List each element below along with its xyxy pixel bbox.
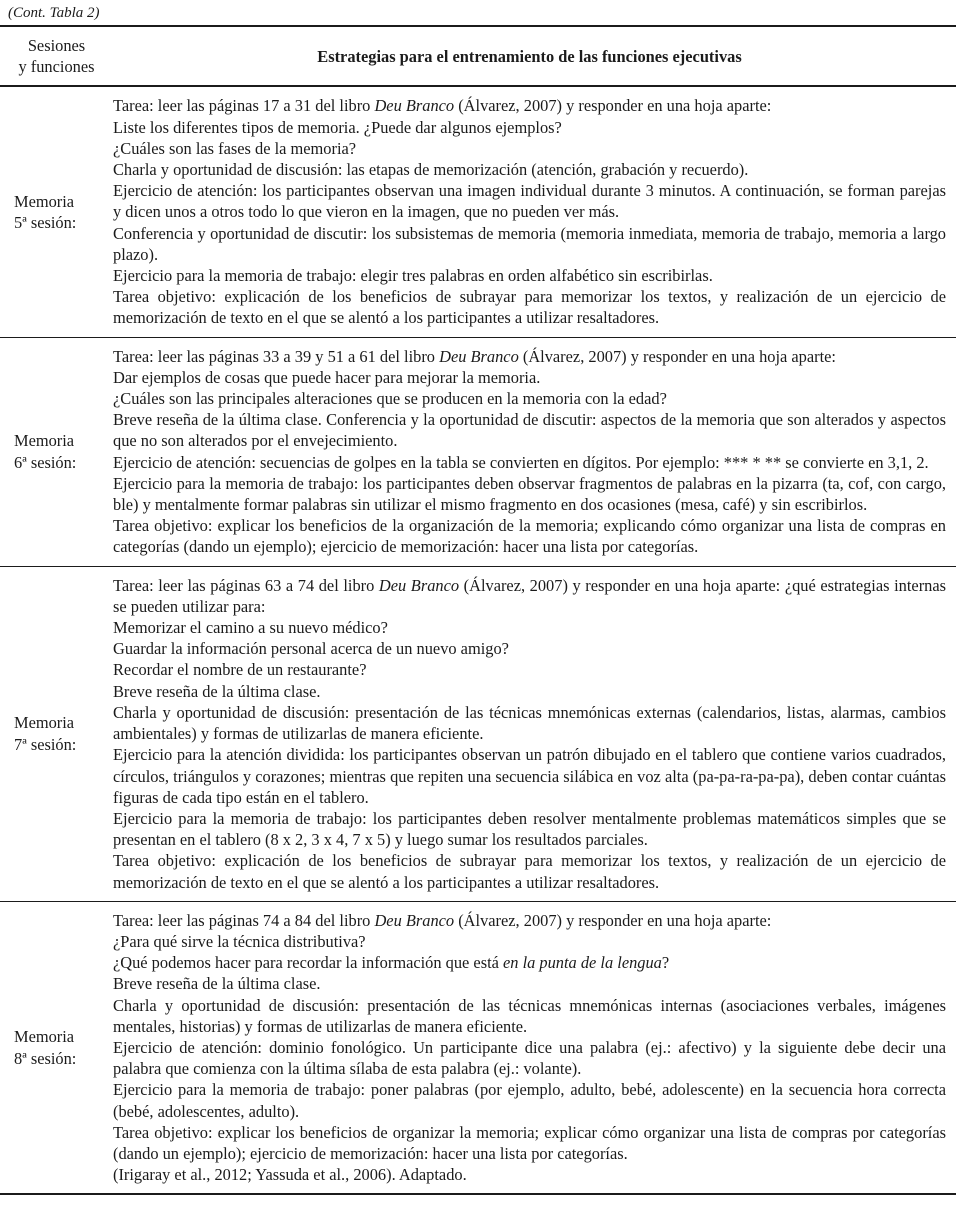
strategy-paragraph: Breve reseña de la última clase. <box>113 681 321 701</box>
strategy-paragraph: Tarea: leer las páginas 63 a 74 del libro Deu Branco (Álvarez, 2007) y responder en una hoja aparte: ¿qué estrategias internas se pueden utilizar para: <box>113 575 946 616</box>
strategy-paragraph: Tarea objetivo: explicación de los beneficios de subrayar para memorizar los textos, y realización de un ejercicio de memorización de texto en el que se alentó a los participantes a utilizar resaltadores. <box>113 287 946 328</box>
strategy-paragraph: Guardar la información personal acerca de un nuevo amigo? <box>113 639 509 659</box>
strategies-cell <box>113 575 956 893</box>
strategies-cell <box>113 346 956 558</box>
strategies-cell <box>113 910 956 1186</box>
strategy-paragraph: ¿Cuáles son las fases de la memoria? <box>113 138 357 158</box>
table-row <box>0 567 956 902</box>
column-header-sessions-line2: y funciones <box>18 57 95 77</box>
strategy-paragraph: Tarea objetivo: explicar los beneficios de organizar la memoria; explicar cómo organizar una lista de compras por categorías (dando un ejemplo); ejercicio de memorización: hacer una lista por categorías. <box>113 1122 946 1163</box>
session-label <box>0 191 113 233</box>
session-label-line: 8ª sesión: <box>14 1048 77 1068</box>
table-row <box>0 902 956 1196</box>
table-body <box>0 87 956 1195</box>
table-header-row <box>0 27 956 87</box>
strategy-paragraph: Charla y oportunidad de discusión: presentación de las técnicas mnemónicas externas (calendarios, listas, alarmas, cambios ambientales) y formas de utilizarlas de manera eficiente. <box>113 702 946 744</box>
strategy-paragraph: Recordar el nombre de un restaurante? <box>113 660 367 680</box>
session-label-line: 5ª sesión: <box>14 213 77 233</box>
strategy-paragraph: Dar ejemplos de cosas que puede hacer para mejorar la memoria. <box>113 367 541 387</box>
strategy-paragraph: (Irigaray et al., 2012; Yassuda et al., 2006). Adaptado. <box>113 1165 467 1185</box>
column-header-strategies: Estrategias para el entrenamiento de las funciones ejecutivas <box>317 46 742 66</box>
table-row <box>0 338 956 567</box>
strategy-paragraph: ¿Cuáles son las principales alteraciones que se producen en la memoria con la edad? <box>113 389 667 409</box>
table-continuation-note: (Cont. Tabla 2) <box>8 5 100 21</box>
strategy-paragraph: Conferencia y oportunidad de discutir: los subsistemas de memoria (memoria inmediata, memoria de trabajo, memoria a largo plazo). <box>113 223 946 264</box>
strategy-paragraph: Ejercicio de atención: los participantes observan una imagen individual durante 3 minutos. A continuación, se forman parejas y dicen unos a otros todo lo que vieron en la imagen, que no pueden ver más. <box>113 181 946 222</box>
session-label-line: Memoria <box>14 713 75 733</box>
strategies-cell <box>113 95 956 328</box>
strategy-paragraph: Ejercicio de atención: secuencias de golpes en la tabla se convierten en dígitos. Por ejemplo: *** * ** se convierte en 3,1, 2. <box>113 452 929 472</box>
table-row <box>0 87 956 337</box>
strategy-paragraph: Tarea objetivo: explicar los beneficios de la organización de la memoria; explicando cómo organizar una lista de compras en categorías (dando un ejemplo); ejercicio de memorización: hacer una lista por categorías. <box>113 516 946 557</box>
session-label <box>0 1026 113 1068</box>
session-label-line: Memoria <box>14 191 75 211</box>
strategy-paragraph: Liste los diferentes tipos de memoria. ¿Puede dar algunos ejemplos? <box>113 117 562 137</box>
strategy-paragraph: Tarea: leer las páginas 17 a 31 del libro Deu Branco (Álvarez, 2007) y responder en una hoja aparte: <box>113 96 772 116</box>
session-label-line: 7ª sesión: <box>14 734 77 754</box>
strategy-paragraph: Ejercicio para la atención dividida: los participantes observan un patrón dibujado en el tablero que contiene varios cuadrados, círculos, triángulos y corazones; mientras que repiten una secuencia silábica en voz alta (pa-pa-ra-pa-pa), deben contar cuántas figuras de cada tipo están en el tablero. <box>113 745 946 807</box>
session-label-line: Memoria <box>14 431 75 451</box>
strategy-paragraph: Breve reseña de la última clase. <box>113 974 321 994</box>
strategy-paragraph: Ejercicio para la memoria de trabajo: poner palabras (por ejemplo, adulto, bebé, adolescente) en la secuencia hora correcta (bebé, adolescentes, adulto). <box>113 1080 946 1121</box>
strategy-paragraph: ¿Qué podemos hacer para recordar la información que está en la punta de la lengua? <box>113 953 670 973</box>
strategy-paragraph: Charla y oportunidad de discusión: las etapas de memorización (atención, grabación y recuerdo). <box>113 160 749 180</box>
strategy-paragraph: Ejercicio para la memoria de trabajo: los participantes deben observar fragmentos de palabras en la pizarra (ta, cof, con cargo, ble) y mentalmente formar palabras sin utilizar el mismo fragmento en dos ocasiones (mesa, café) y sin escribirlos. <box>113 473 946 515</box>
strategy-paragraph: Charla y oportunidad de discusión: presentación de las técnicas mnemónicas internas (asociaciones verbales, imágenes mentales, historias) y formas de utilizarlas de manera eficiente. <box>113 995 946 1036</box>
column-header-sessions <box>0 35 113 77</box>
session-label-line: Memoria <box>14 1027 75 1047</box>
training-strategies-table <box>0 25 956 1195</box>
strategy-paragraph: Tarea objetivo: explicación de los beneficios de subrayar para memorizar los textos, y realización de un ejercicio de memorización de texto en el que se alentó a los participantes a utilizar resaltadores. <box>113 851 946 892</box>
strategy-paragraph: Ejercicio para la memoria de trabajo: los participantes deben resolver mentalmente problemas matemáticos simples que se presentan en el tablero (8 x 2, 3 x 4, 7 x 5) y luego sumar los resultados parciales. <box>113 808 946 850</box>
strategy-paragraph: Tarea: leer las páginas 74 a 84 del libro Deu Branco (Álvarez, 2007) y responder en una hoja aparte: <box>113 910 772 930</box>
strategy-paragraph: Ejercicio para la memoria de trabajo: elegir tres palabras en orden alfabético sin escribirlas. <box>113 266 713 286</box>
session-label-line: 6ª sesión: <box>14 452 77 472</box>
column-header-sessions-line1: Sesiones <box>27 36 86 55</box>
strategy-paragraph: ¿Para qué sirve la técnica distributiva? <box>113 931 366 951</box>
session-label <box>0 712 113 754</box>
strategy-paragraph: Tarea: leer las páginas 33 a 39 y 51 a 61 del libro Deu Branco (Álvarez, 2007) y responder en una hoja aparte: <box>113 346 836 366</box>
strategy-paragraph: Memorizar el camino a su nuevo médico? <box>113 618 388 638</box>
strategy-paragraph: Ejercicio de atención: dominio fonológico. Un participante dice una palabra (ej.: afectivo) y la siguiente debe decir una palabra que comienza con la última sílaba de esta palabra (ej.: volante). <box>113 1037 946 1079</box>
strategy-paragraph: Breve reseña de la última clase. Conferencia y la oportunidad de discutir: aspectos de la memoria que son alterados y aspectos que no son alterados por el envejecimiento. <box>113 410 946 451</box>
session-label <box>0 430 113 472</box>
